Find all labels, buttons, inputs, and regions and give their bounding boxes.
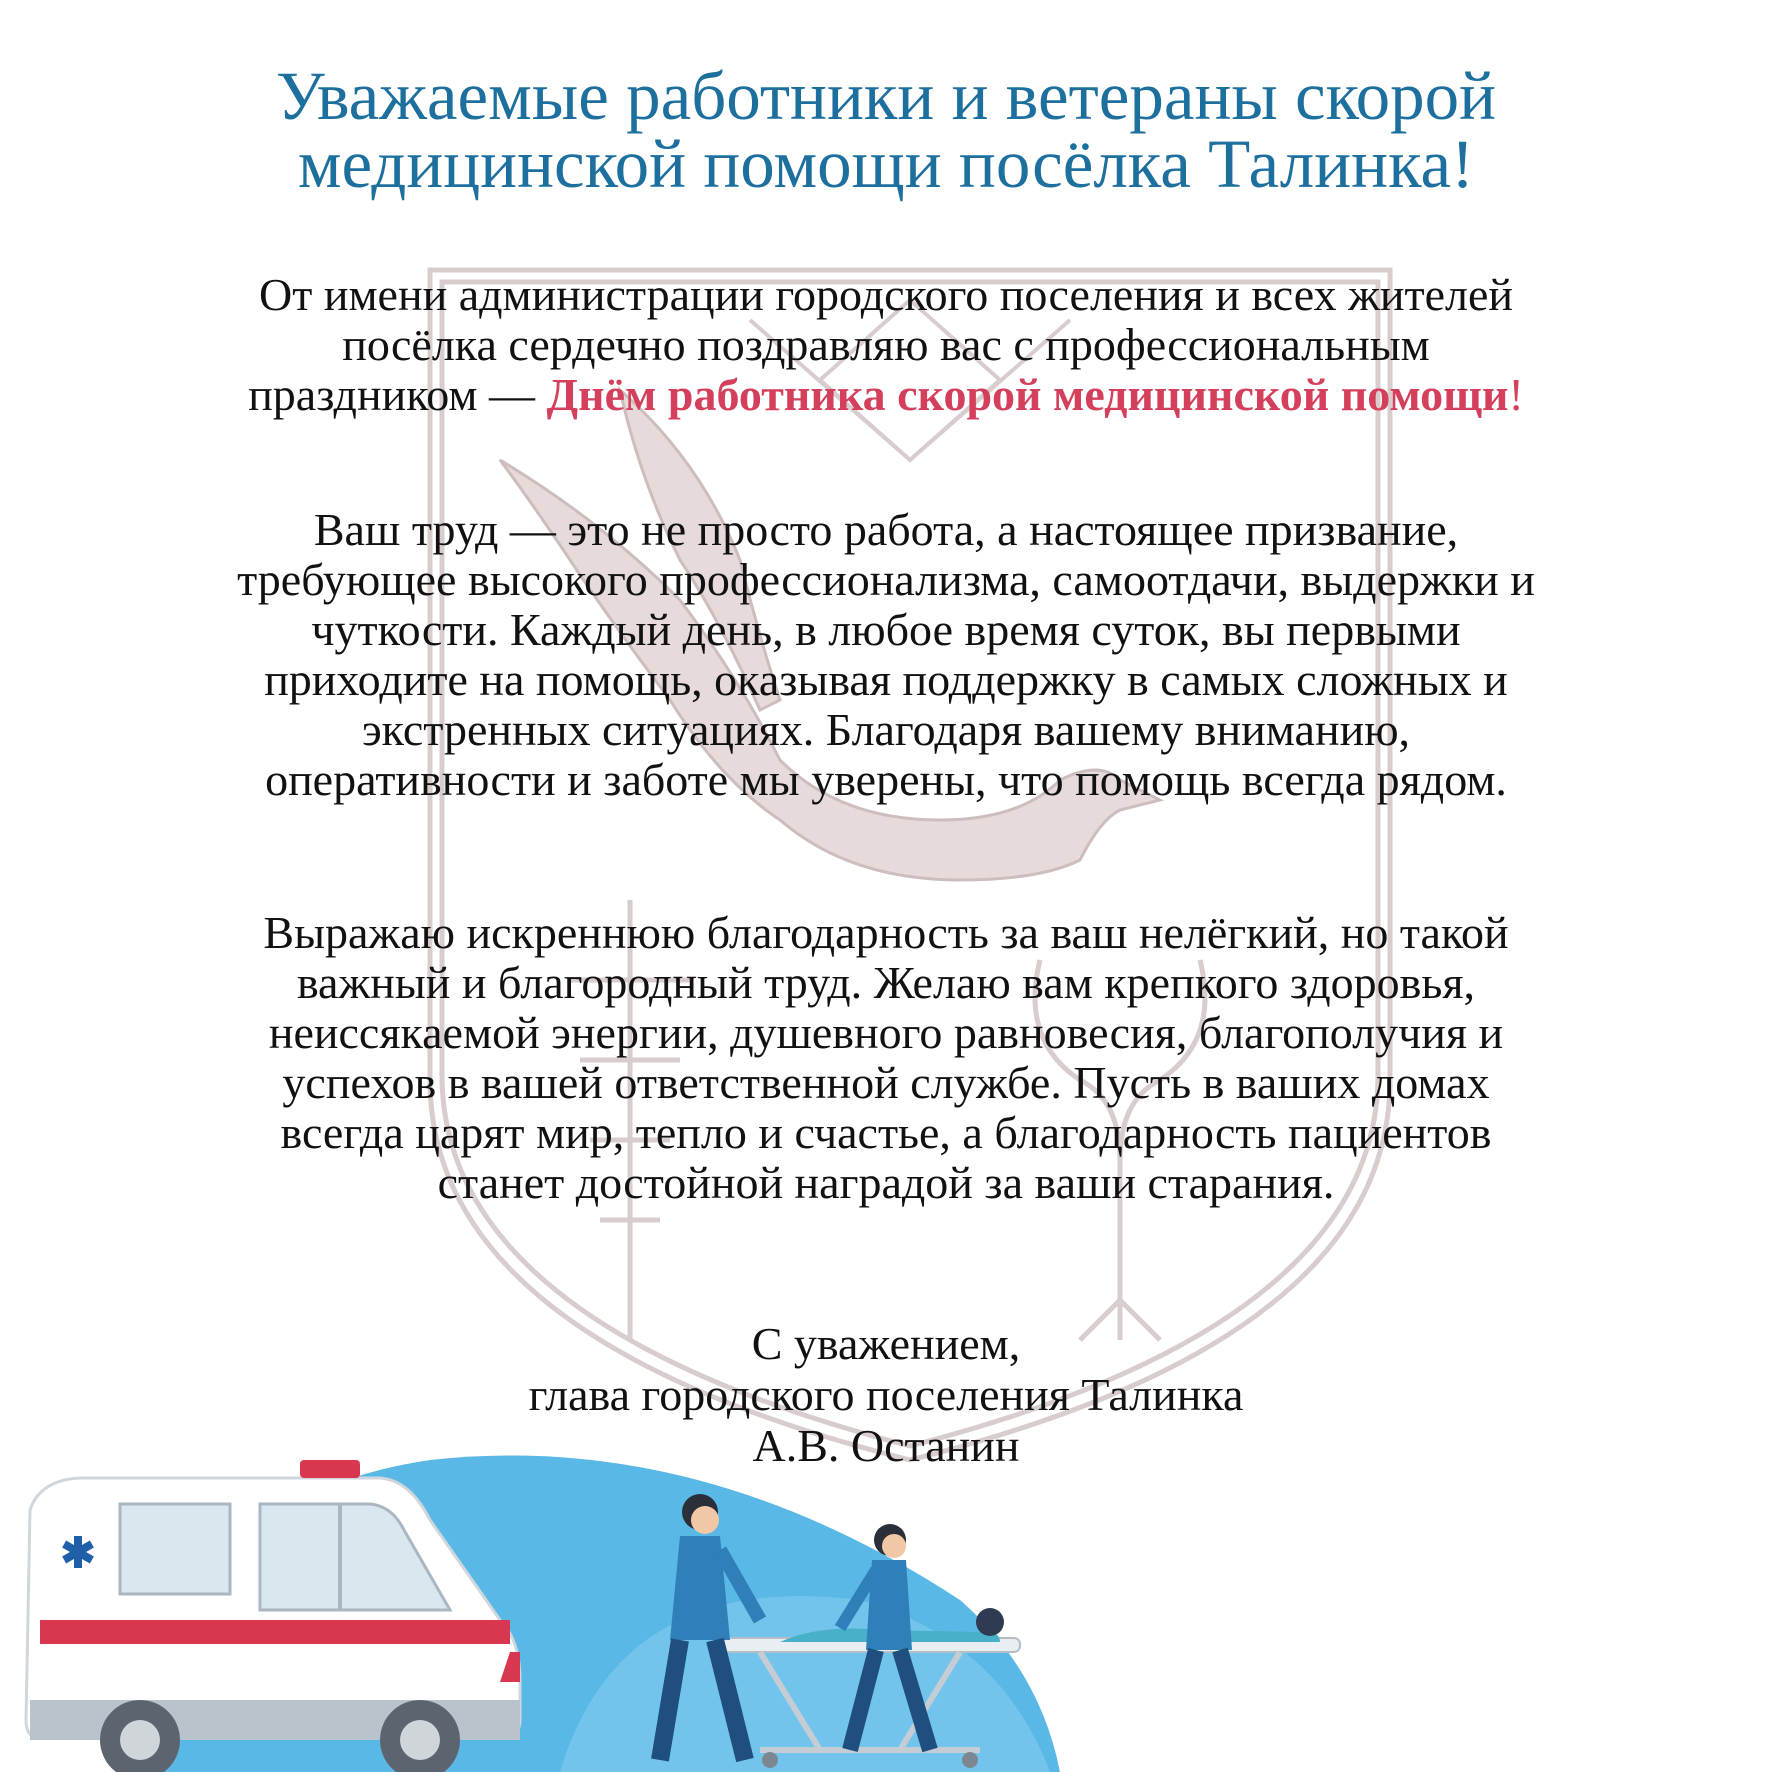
paragraph2-line: Ваш труд — это не просто работа, а настоящее призвание, [313,504,1459,555]
signature-block [0,1318,1772,1471]
paragraph3-line: успехов в вашей ответственной службе. Пусть в ваших домах [282,1057,1490,1108]
paragraph2-line: оперативности и заботе мы уверены, что помощь всегда рядом. [265,754,1507,805]
signature-name: А.В. Останин [752,1420,1020,1471]
title-line-2: медицинской помощи посёлка Талинка! [297,126,1475,202]
coat-of-arms-watermark-icon [420,260,1400,1470]
paragraph3-line: важный и благородный труд. Желаю вам крепкого здоровья, [296,957,1476,1008]
holiday-name: Днём работника скорой медицинской помощи [546,369,1509,420]
signature-position: глава городского поселения Талинка [528,1369,1244,1420]
paragraph3-line: станет достойной наградой за ваши старания. [437,1157,1335,1208]
paragraph2-line: экстренных ситуациях. Благодаря вашему вниманию, [361,704,1411,755]
paragraph3-line: всегда царят мир, тепло и счастье, а благодарность пациентов [280,1107,1492,1158]
holiday-exclamation: ! [1508,369,1524,420]
title-line-1: Уважаемые работники и ветераны скорой [275,58,1497,134]
ambulance-illustration [0,1420,1080,1772]
paragraph3-line: Выражаю искреннюю благодарность за ваш нелёгкий, но такой [263,907,1509,958]
signature-closing: С уважением, [751,1318,1021,1369]
paragraph1-line-1: От имени администрации городского поселения и всех жителей [259,269,1513,320]
paragraph2-line: приходите на помощь, оказывая поддержку в самых сложных и [264,654,1508,705]
paragraph2-line: чуткости. Каждый день, в любое время суток, вы первыми [311,604,1461,655]
paragraph2-line: требующее высокого профессионализма, самоотдачи, выдержки и [237,554,1535,605]
calling-paragraph [50,505,1722,805]
paragraph3-line: неиссякаемой энергии, душевного равновесия, благополучия и [268,1007,1504,1058]
wishes-paragraph [50,908,1722,1208]
paragraph1-line-2: посёлка сердечно поздравляю вас с профессиональным [342,319,1430,370]
congratulation-paragraph [50,270,1722,420]
paragraph1-line-3 [50,370,1722,420]
greeting-title [0,58,1772,202]
paragraph1-prefix: праздником — [248,369,547,420]
